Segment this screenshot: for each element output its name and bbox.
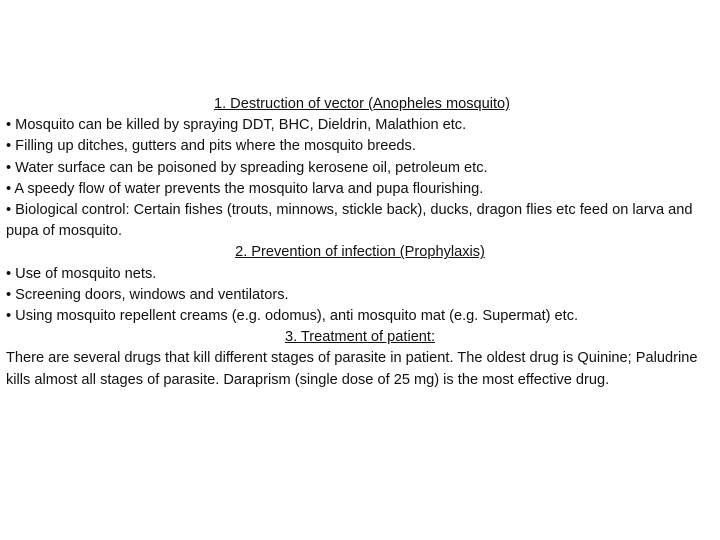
section-1-heading: 1. Destruction of vector (Anopheles mosquito) (213, 96, 511, 112)
section-1-bullet-1: • Mosquito can be killed by spraying DDT, BHC, Dieldrin, Malathion etc. (6, 117, 467, 134)
slide-content (6, 94, 714, 391)
section-1-bullet-2: • Filling up ditches, gutters and pits where the mosquito breeds. (6, 138, 416, 155)
section-2-bullet-3: • Using mosquito repellent creams (e.g. odomus), anti mosquito mat (e.g. Supermat) etc. (6, 308, 579, 325)
section-2-bullet-1: • Use of mosquito nets. (6, 265, 157, 282)
section-1-bullet-3: • Water surface can be poisoned by spreading kerosene oil, petroleum etc. (6, 159, 488, 176)
section-1-bullet-5: • Biological control: Certain fishes (trouts, minnows, stickle back), ducks, dragon flies etc feed on larva and pupa of mosquito. (6, 202, 693, 240)
section-1-bullet-4: • A speedy flow of water prevents the mosquito larva and pupa flourishing. (6, 180, 484, 197)
section-2-bullet-2: • Screening doors, windows and ventilators. (6, 286, 289, 303)
section-3-heading: 3. Treatment of patient: (284, 329, 436, 346)
section-2-heading: 2. Prevention of infection (Prophylaxis) (235, 244, 485, 261)
section-3-paragraph: There are several drugs that kill different stages of parasite in patient. The oldest drug is Quinine; Paludrine kills almost all stages of parasite. Daraprism (single dose of 25 mg) is the most effective drug. (6, 350, 698, 388)
